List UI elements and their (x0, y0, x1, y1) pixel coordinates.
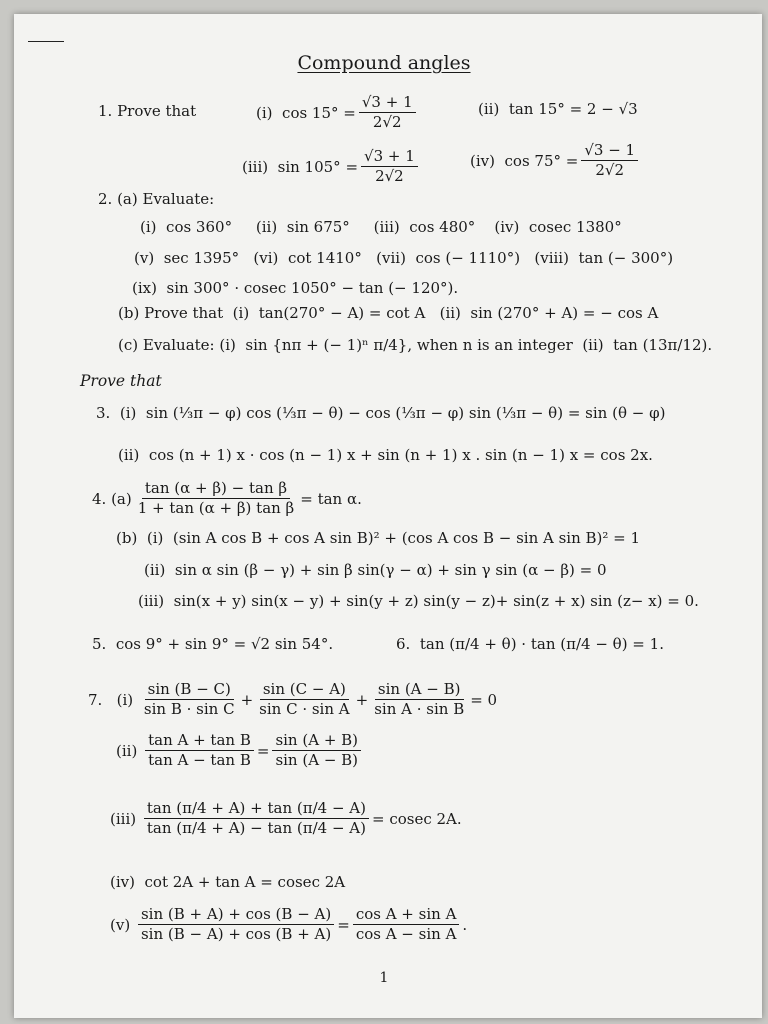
q7-v: (v) $\frac{\sin (B + A) + \cos (B - A)}{\sin (B - A) + \cos (B + A)}$ = $\frac{\text{cos A + sin A}}{\text{cos A − sin A}}$ . (110, 905, 468, 944)
q4-b-iii: (iii) sin(x + y) sin(x − y) + sin(y + z) sin(y − z)+ sin(z + x) sin (z− x) = 0. (138, 592, 699, 610)
q3-ii: (ii) cos (n + 1) x · cos (n − 1) x + sin (n + 1) x . sin (n − 1) x = cos 2x. (118, 446, 653, 464)
q7-ii-rhs: $\frac{\sin (A + B)}{\sin (A - B)}$ (272, 732, 361, 770)
q2-row2: (v) sec 1395° (vi) cot 1410° (vii) cos (− 1110°) (viii) tan (− 300°) (134, 249, 674, 267)
q7-i: 7. (i) $\frac{\sin (B - C)}{\text{sin B · sin C}}$ + $\frac{\sin (C - A)}{\text{sin C · sin A}}$ + $\frac{\sin (A - B)}{\text{sin A · sin B}}$ = 0 (88, 680, 498, 719)
pen-mark (28, 41, 64, 42)
q1-iii: (iii) sin 105° = $\frac{√3 + 1}{2√2}$ (242, 148, 421, 186)
q7-v-lhs: $\frac{\sin (B + A) + \cos (B - A)}{\sin (B - A) + \cos (B + A)}$ (138, 906, 334, 944)
prove-that-heading: Prove that (80, 372, 162, 390)
q2-row3: (ix) sin 300° · cosec 1050° − tan (− 120°). (132, 279, 459, 297)
q2-c: (c) Evaluate: (i) sin {nπ + (− 1)ⁿ π/4} , when n is an integer (ii) tan (13π/12) . (118, 336, 713, 354)
q2-b: (b) Prove that (i) tan(270° − A) = cot A (ii) sin (270° + A) = − cos A (118, 304, 659, 322)
q7-i-term2: $\frac{\sin (C - A)}{\text{sin C · sin A}}$ (259, 680, 350, 719)
q2-a-label: 2. (a) Evaluate: (98, 190, 215, 208)
q1-iii-fraction: $\frac{√3 + 1}{2√2}$ (361, 148, 418, 186)
page-title: Compound angles (297, 52, 471, 74)
q2-row1: (i) cos 360° (ii) sin 675° (iii) cos 480° (iv) cosec 1380° (140, 218, 622, 236)
q1-ii: (ii) tan 15° = 2 − √3 (478, 100, 638, 118)
q4-b-ii: (ii) sin α sin (β − γ) + sin β sin(γ − α) + sin γ sin (α − β) = 0 (144, 561, 607, 579)
q7-iii-fraction: $\frac{\tan (\pi/4 + A) + \tan (\pi/4 - A)}{\tan (\pi/4 + A) - \tan (\pi/4 - A)}$ (144, 800, 369, 838)
q7-iv: (iv) cot 2A + tan A = cosec 2A (110, 873, 346, 891)
q6: 6. tan (π/4 + θ) · tan (π/4 − θ) = 1. (396, 635, 664, 653)
q1-i-fraction: $\frac{√3 + 1}{2√2}$ (359, 94, 416, 132)
q5: 5. cos 9° + sin 9° = √2 sin 54°. (92, 635, 334, 653)
q7-v-rhs: $\frac{\text{cos A + sin A}}{\text{cos A − sin A}}$ (353, 906, 460, 944)
q7-i-term1: $\frac{\sin (B - C)}{\text{sin B · sin C}}$ (143, 680, 235, 719)
q7-ii: (ii) $\frac{\text{tan A + tan B}}{\text{tan A − tan B}}$ = $\frac{\sin (A + B)}{\sin (A - B)}$ (116, 732, 364, 770)
q7-i-term3: $\frac{\sin (A - B)}{\text{sin A · sin B}}$ (374, 680, 465, 719)
q4-a: 4. (a) $\frac{\text{tan (α + β) − tan β}}{\text{1 + tan (α + β) tan β}}$ = tan α. (92, 479, 362, 518)
q1-i: (i) cos 15° = $\frac{√3 + 1}{2√2}$ (256, 94, 419, 132)
q3-i: 3. (i) sin (⅓π − φ) cos (⅓π − θ) − cos (⅓π − φ) sin (⅓π − θ) = sin (θ − φ) (96, 404, 666, 422)
q7-ii-lhs: $\frac{\text{tan A + tan B}}{\text{tan A − tan B}}$ (145, 732, 254, 770)
page-number: 1 (379, 970, 389, 986)
q4-b-i: (b) (i) (sin A cos B + cos A sin B)² + (cos A cos B − sin A sin B)² = 1 (116, 529, 641, 547)
q7-iii: (iii) $\frac{\tan (\pi/4 + A) + \tan (\pi/4 - A)}{\tan (\pi/4 + A) - \tan (\pi/4 - A)}$ = cosec 2A. (110, 799, 462, 838)
q4-a-fraction: $\frac{\text{tan (α + β) − tan β}}{\text{1 + tan (α + β) tan β}}$ (137, 479, 295, 518)
q1-iv: (iv) cos 75° = $\frac{√3 - 1}{2√2}$ (470, 142, 641, 180)
q1-iv-fraction: $\frac{√3 - 1}{2√2}$ (581, 142, 638, 180)
q1-label: 1. Prove that (98, 102, 197, 120)
